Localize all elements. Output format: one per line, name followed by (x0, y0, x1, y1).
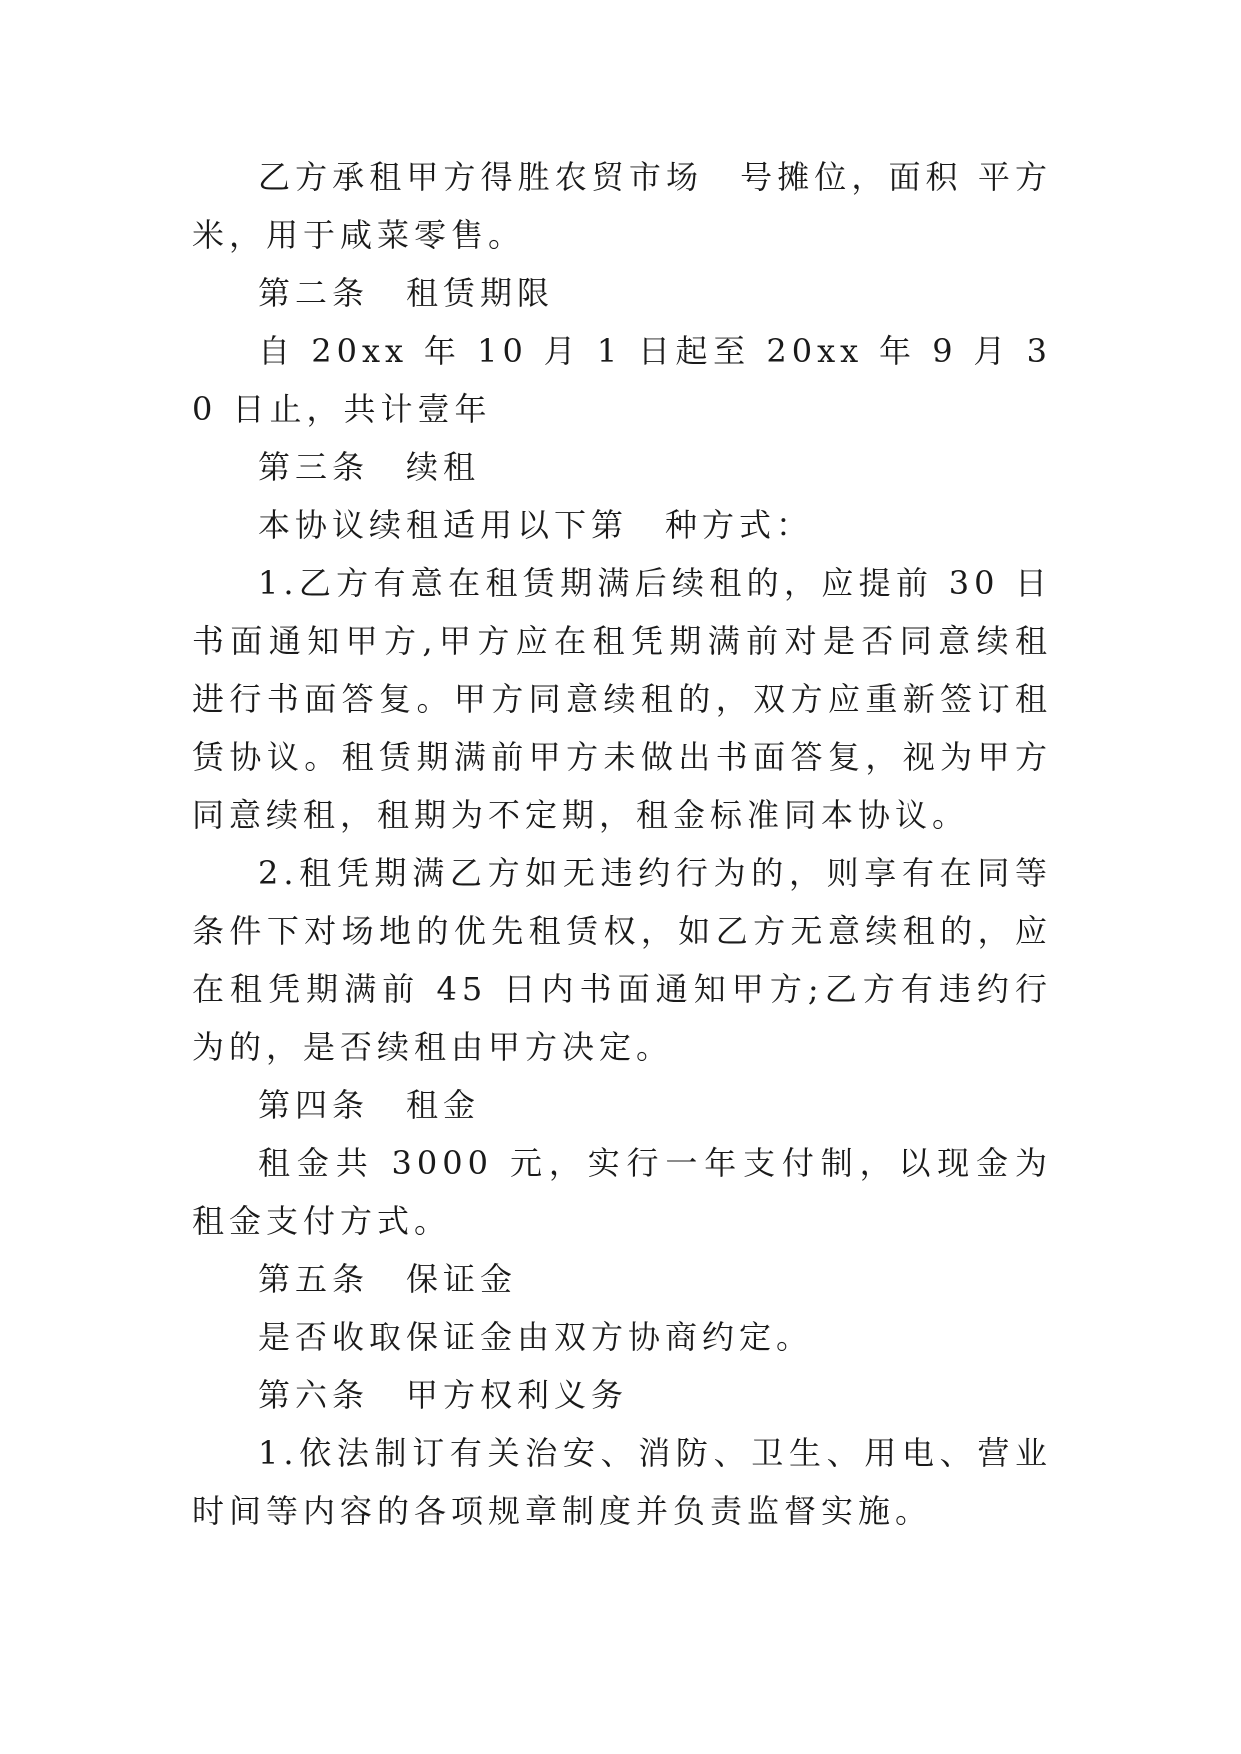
paragraph-renewal-2: 2.租凭期满乙方如无违约行为的，则享有在同等条件下对场地的优先租赁权，如乙方无意续租的，应在租凭期满前 45 日内书面通知甲方;乙方有违约行为的，是否续租由甲方决定。 (192, 854, 1052, 1066)
paragraph-rent: 租金共 3000 元，实行一年支付制，以现金为租金支付方式。 (192, 1144, 1052, 1240)
heading-article-3: 第三条 续租 (258, 448, 481, 486)
paragraph-lease-term: 自 20xx 年 10 月 1 日起至 20xx 年 9 月 30 日止，共计壹年 (192, 332, 1052, 428)
heading-article-4: 第四条 租金 (258, 1086, 481, 1124)
paragraph-stall-lease: 乙方承租甲方得胜农贸市场 号摊位，面积 平方米，用于咸菜零售。 (192, 158, 1052, 254)
heading-article-5: 第五条 保证金 (258, 1260, 518, 1298)
heading-article-2: 第二条 租赁期限 (258, 274, 555, 312)
paragraph-deposit: 是否收取保证金由双方协商约定。 (258, 1318, 814, 1356)
paragraph-renewal-method: 本协议续租适用以下第 种方式： (258, 506, 814, 544)
paragraph-renewal-1: 1.乙方有意在租赁期满后续租的，应提前 30 日书面通知甲方,甲方应在租凭期满前对是否同意续租进行书面答复。甲方同意续租的，双方应重新签订租赁协议。租赁期满前甲方未做出书面答复，视为甲方同意续租，租期为不定期，租金标准同本协议。 (192, 564, 1052, 834)
document-page (192, 148, 1052, 1540)
paragraph-party-a-duty-1: 1.依法制订有关治安、消防、卫生、用电、营业时间等内容的各项规章制度并负责监督实施。 (192, 1434, 1052, 1530)
heading-article-6: 第六条 甲方权利义务 (258, 1376, 629, 1414)
